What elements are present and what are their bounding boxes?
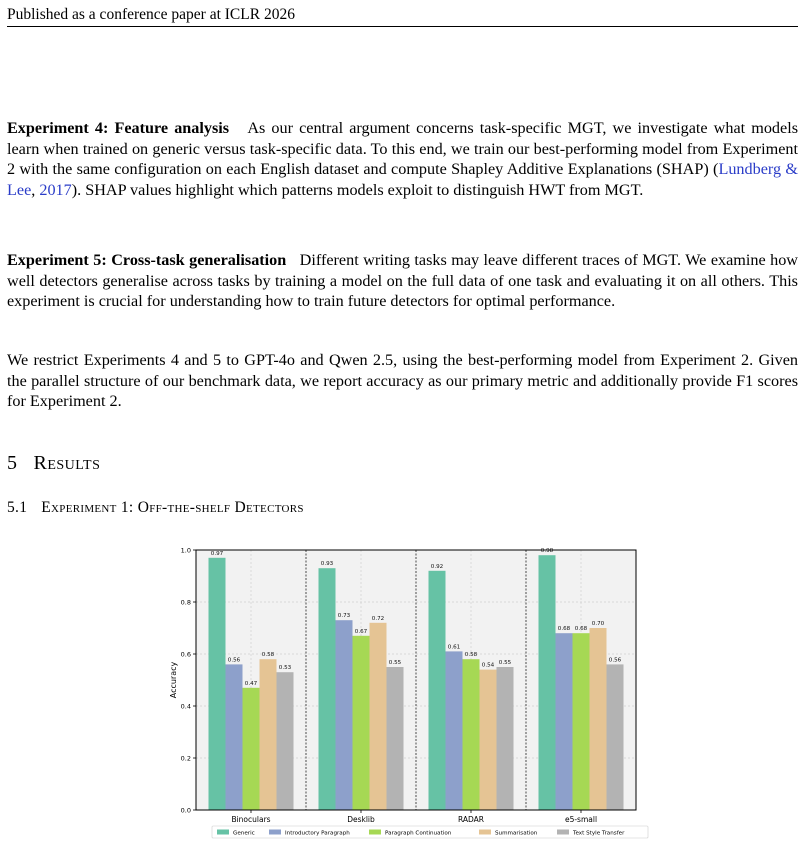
data-label: 0.56	[227, 657, 241, 664]
section-heading	[7, 451, 100, 475]
header-rule	[7, 26, 798, 27]
section-title: Results	[33, 452, 101, 474]
data-label: 0.98	[540, 548, 554, 555]
legend-label: Paragraph Continuation	[385, 830, 452, 837]
subsection-heading	[7, 498, 304, 518]
x-tick-label: e5-small	[564, 815, 598, 824]
accuracy-bar-chart	[160, 542, 650, 842]
bar	[336, 620, 353, 810]
bar	[260, 659, 277, 810]
y-tick-label: 0.6	[180, 650, 191, 659]
data-label: 0.92	[430, 563, 444, 570]
legend-label: Text Style Transfer	[573, 830, 625, 837]
bar	[209, 558, 226, 810]
legend-swatch	[217, 830, 229, 835]
y-tick-label: 1.0	[180, 546, 191, 555]
experiment-5-paragraph	[7, 250, 798, 312]
data-label: 0.72	[371, 615, 385, 622]
legend-label: Summarisation	[495, 830, 538, 837]
y-tick-label: 0.4	[180, 702, 191, 711]
x-tick-label: Desklib	[347, 815, 375, 824]
data-label: 0.58	[464, 652, 478, 659]
section-number: 5	[7, 452, 18, 474]
bar	[387, 667, 404, 810]
bar	[319, 568, 336, 810]
legend-label: Generic	[233, 830, 255, 837]
bar	[353, 636, 370, 810]
bar	[446, 651, 463, 810]
bar	[539, 555, 556, 810]
legend-label: Introductory Paragraph	[285, 830, 350, 837]
bar	[497, 667, 514, 810]
subsection-number: 5.1	[7, 499, 28, 516]
data-label: 0.70	[591, 621, 605, 627]
running-header: Published as a conference paper at ICLR 2026	[7, 6, 295, 23]
bar	[277, 672, 294, 810]
data-label: 0.54	[481, 662, 495, 669]
bar	[429, 571, 446, 810]
citation-author[interactable]: Lundberg & Lee	[7, 160, 799, 199]
y-tick-label: 0.2	[180, 754, 191, 763]
experiment-4-body-b: ). SHAP values highlight which patterns models exploit to distinguish HWT from MGT.	[71, 180, 644, 199]
y-axis-label: Accuracy	[169, 661, 178, 699]
citation-separator: ,	[31, 180, 40, 199]
subsection-title: Experiment 1: Off-the-shelf Detectors	[41, 499, 304, 516]
data-label: 0.67	[354, 628, 368, 635]
bar	[370, 623, 387, 810]
data-label: 0.68	[574, 626, 588, 633]
bar	[556, 633, 573, 810]
y-tick-label: 0.0	[180, 806, 191, 815]
legend-swatch	[269, 830, 281, 835]
legend-swatch	[369, 830, 381, 835]
legend-swatch	[557, 830, 569, 835]
data-label: 0.93	[320, 561, 334, 568]
data-label: 0.68	[557, 626, 571, 633]
y-tick-label: 0.8	[180, 598, 191, 607]
bar	[573, 633, 590, 810]
data-label: 0.61	[447, 644, 461, 651]
experiment-5-heading: Experiment 5: Cross-task generalisation	[7, 251, 287, 269]
bar	[243, 688, 260, 810]
data-label: 0.97	[210, 550, 224, 557]
experiment-5-body: Different writing tasks may leave different traces of MGT. We examine how well detectors generalise across tasks by training a model on the full data of one task and evaluating it on all others. This experiment is crucial for understanding how to train future detectors for optimal performance.	[7, 251, 798, 310]
experiment-4-body-a: As our central argument concerns task-specific MGT, we investigate what models learn when trained on generic versus task-specific data. To this end, we train our best-performing model from Experiment 2 with the same configuration on each English dataset and compute Shapley Additive Explanations (SHAP) (	[7, 119, 798, 178]
restriction-paragraph: We restrict Experiments 4 and 5 to GPT-4o and Qwen 2.5, using the best-performing model from Experiment 2. Given the parallel structure of our benchmark data, we report accuracy as our primary metric and additionally provide F1 scores for Experiment 2.	[7, 351, 798, 410]
data-label: 0.55	[498, 660, 512, 666]
data-label: 0.56	[608, 657, 622, 664]
x-tick-label: RADAR	[457, 815, 485, 824]
bar	[607, 664, 624, 810]
data-label: 0.73	[337, 613, 351, 620]
citation-year[interactable]: 2017	[39, 180, 72, 199]
x-tick-label: Binoculars	[231, 815, 271, 824]
bar	[226, 664, 243, 810]
data-label: 0.55	[388, 660, 402, 666]
data-label: 0.47	[244, 680, 258, 687]
experiment-4-paragraph	[7, 118, 798, 200]
data-label: 0.53	[278, 665, 292, 672]
data-label: 0.58	[261, 652, 275, 659]
bar	[463, 659, 480, 810]
experiment-4-heading: Experiment 4: Feature analysis	[7, 119, 230, 137]
bar	[480, 670, 497, 810]
legend-swatch	[479, 830, 491, 835]
bar	[590, 628, 607, 810]
